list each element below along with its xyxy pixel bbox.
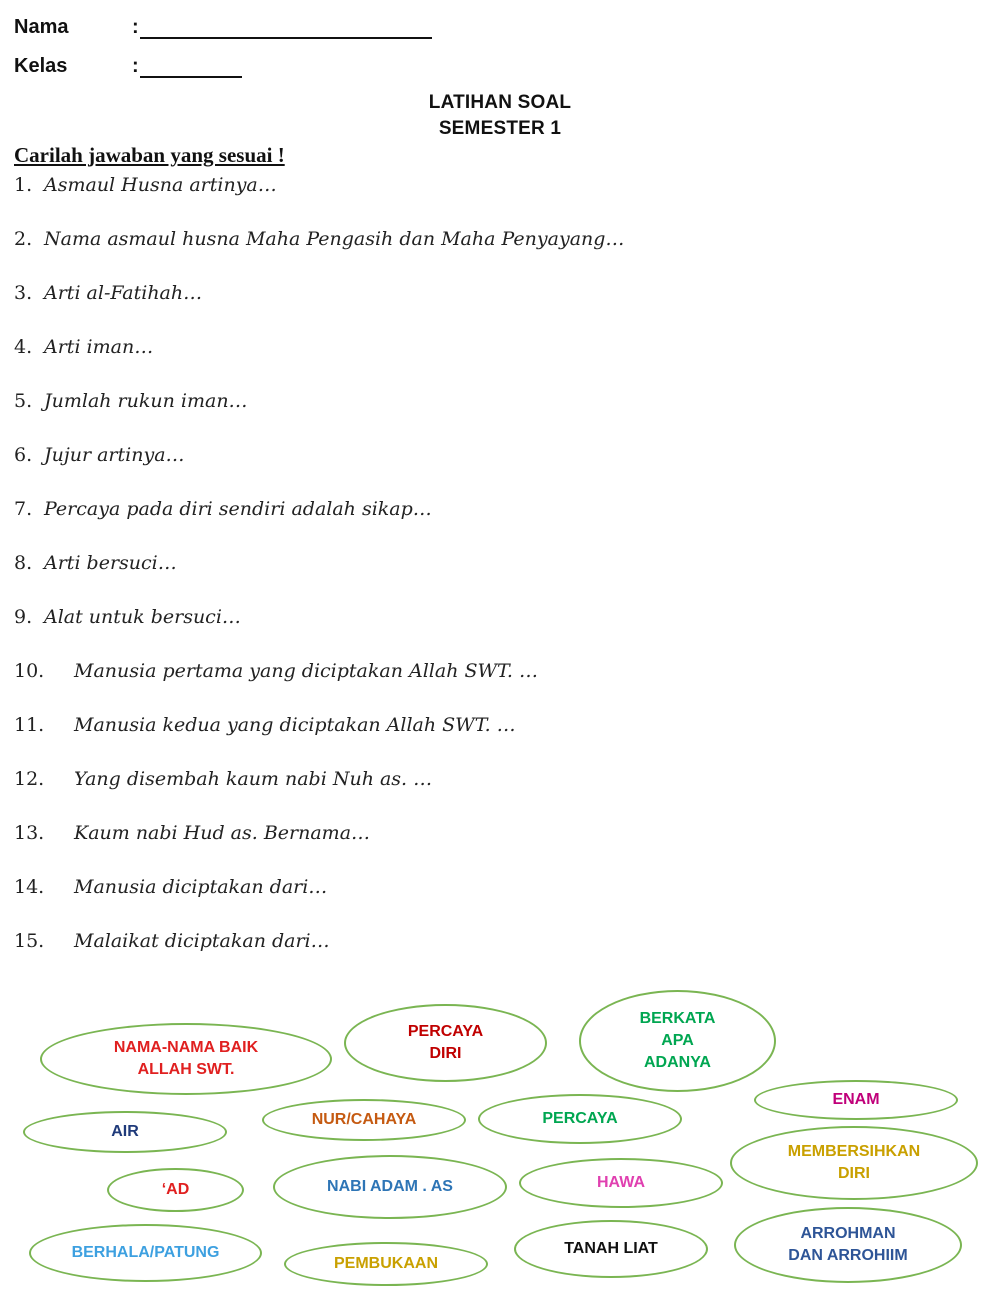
answer-oval[interactable] bbox=[478, 1094, 682, 1144]
answer-oval[interactable] bbox=[284, 1242, 488, 1286]
question-15: 15. Malaikat diciptakan dari… bbox=[14, 930, 330, 952]
answer-label: HAWA bbox=[597, 1174, 645, 1191]
question-4: 4. Arti iman… bbox=[14, 336, 154, 358]
answer-oval[interactable] bbox=[519, 1158, 723, 1208]
answer-oval[interactable] bbox=[23, 1111, 227, 1153]
answer-oval[interactable] bbox=[344, 1004, 547, 1082]
answer-oval[interactable] bbox=[40, 1023, 332, 1095]
answer-oval[interactable] bbox=[754, 1080, 958, 1120]
answer-oval[interactable] bbox=[514, 1220, 708, 1278]
question-13: 13. Kaum nabi Hud as. Bernama… bbox=[14, 822, 371, 844]
question-12: 12. Yang disembah kaum nabi Nuh as. … bbox=[14, 768, 433, 790]
answer-oval[interactable] bbox=[579, 990, 776, 1092]
question-7: 7. Percaya pada diri sendiri adalah sikap… bbox=[14, 498, 432, 520]
name-colon: : bbox=[132, 16, 139, 38]
question-10: 10. Manusia pertama yang diciptakan Allah SWT. … bbox=[14, 660, 538, 682]
answer-label: NABI ADAM . AS bbox=[327, 1178, 453, 1195]
question-3: 3. Arti al-Fatihah… bbox=[14, 282, 203, 304]
class-colon: : bbox=[132, 55, 139, 77]
answer-label: BERKATA APA ADANYA bbox=[639, 1010, 716, 1071]
answer-label: PEMBUKAAN bbox=[334, 1255, 438, 1272]
answer-label: ARROHMAN DAN ARROHIIM bbox=[788, 1225, 908, 1264]
question-1: 1. Asmaul Husna artinya… bbox=[14, 174, 277, 196]
answer-oval[interactable] bbox=[262, 1099, 466, 1141]
answer-oval[interactable] bbox=[734, 1207, 962, 1283]
name-input-line[interactable] bbox=[140, 37, 432, 39]
answer-oval[interactable] bbox=[730, 1126, 978, 1200]
name-label: Nama bbox=[14, 16, 69, 38]
title-line-1: LATIHAN SOAL bbox=[428, 92, 572, 113]
question-2: 2. Nama asmaul husna Maha Pengasih dan Maha Penyayang… bbox=[14, 228, 625, 250]
question-11: 11. Manusia kedua yang diciptakan Allah SWT. … bbox=[14, 714, 516, 736]
answer-label: AIR bbox=[111, 1123, 139, 1140]
title-line-2: SEMESTER 1 bbox=[438, 118, 562, 139]
answer-label: TANAH LIAT bbox=[564, 1240, 658, 1257]
class-input-line[interactable] bbox=[140, 76, 242, 78]
question-5: 5. Jumlah rukun iman… bbox=[14, 390, 248, 412]
answer-label: ENAM bbox=[832, 1091, 880, 1108]
answer-oval[interactable] bbox=[29, 1224, 262, 1282]
question-8: 8. Arti bersuci… bbox=[14, 552, 177, 574]
answer-label: PERCAYA DIRI bbox=[407, 1023, 484, 1062]
answer-label: MEMBERSIHKAN DIRI bbox=[787, 1143, 921, 1182]
question-9: 9. Alat untuk bersuci… bbox=[14, 606, 241, 628]
answer-oval[interactable] bbox=[273, 1155, 507, 1219]
question-14: 14. Manusia diciptakan dari… bbox=[14, 876, 328, 898]
question-6: 6. Jujur artinya… bbox=[14, 444, 185, 466]
answer-label: PERCAYA bbox=[542, 1110, 618, 1127]
class-label: Kelas bbox=[14, 55, 68, 77]
answer-label: BERHALA/PATUNG bbox=[71, 1244, 220, 1261]
answer-oval[interactable] bbox=[107, 1168, 244, 1212]
answer-label: NUR/CAHAYA bbox=[311, 1111, 417, 1128]
answer-label: ‘AD bbox=[161, 1181, 190, 1198]
instruction: Carilah jawaban yang sesuai ! bbox=[14, 143, 285, 167]
answer-label: NAMA-NAMA BAIK ALLAH SWT. bbox=[113, 1039, 259, 1078]
